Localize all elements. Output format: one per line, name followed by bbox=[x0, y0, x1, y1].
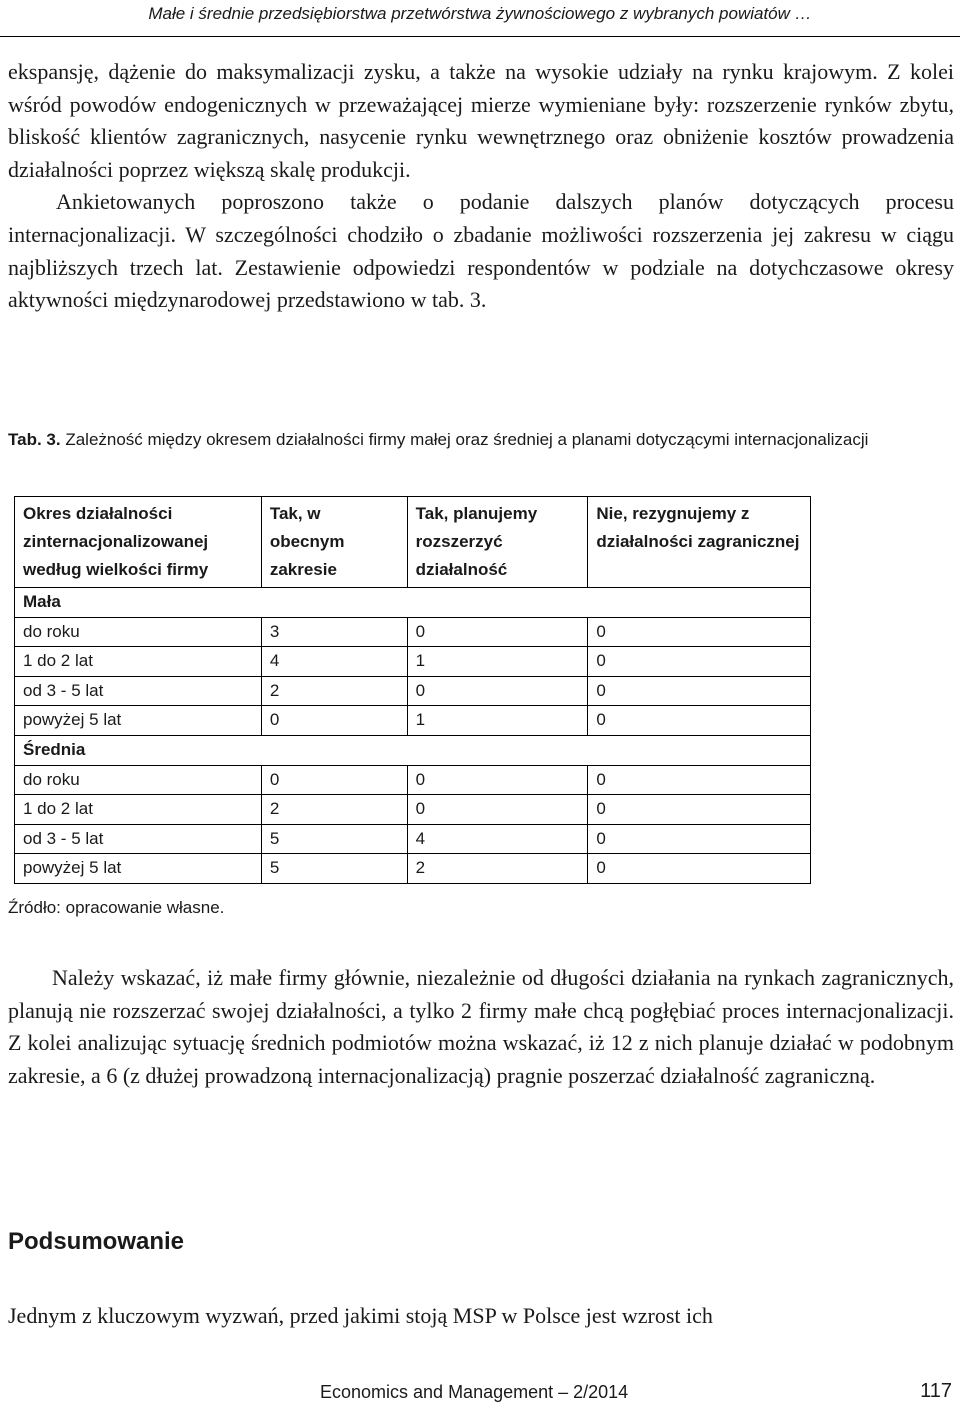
table-row bbox=[15, 617, 811, 647]
table-caption bbox=[8, 425, 954, 454]
table-cell: 5 bbox=[261, 824, 407, 854]
group-label-small: Mała bbox=[15, 588, 811, 618]
table-cell: od 3 - 5 lat bbox=[15, 676, 262, 706]
table-cell: powyżej 5 lat bbox=[15, 854, 262, 884]
table-row bbox=[15, 765, 811, 795]
table-cell: 4 bbox=[407, 824, 588, 854]
running-header bbox=[0, 0, 960, 40]
table-source: Źródło: opracowanie własne. bbox=[8, 898, 225, 917]
table-cell: powyżej 5 lat bbox=[15, 706, 262, 736]
journal-footer: Economics and Management – 2/2014 bbox=[320, 1382, 629, 1402]
table-cell: 0 bbox=[407, 676, 588, 706]
table-cell: 0 bbox=[588, 617, 811, 647]
section-heading: Podsumowanie bbox=[8, 1228, 185, 1255]
header-cell-period: Okres działalności zinternacjonalizowanej według wielkości firmy bbox=[15, 497, 262, 588]
table-cell: 0 bbox=[588, 706, 811, 736]
group-row bbox=[15, 735, 811, 765]
paragraph-plans: Ankietowanych poproszono także o podanie dalszych planów dotyczących procesu internacjonalizacji. W szczególności chodziło o zbadanie możliwości rozszerzenia jej zakresu w ciągu najbliższych trzech lat. Zestawienie odpowiedzi respondentów w podziale na dotychczasowe okresy aktywności międzynarodowej przedstawiono w tab. 3. bbox=[8, 189, 954, 313]
table-cell: 3 bbox=[261, 617, 407, 647]
table-cell: 0 bbox=[407, 795, 588, 825]
table-row bbox=[15, 854, 811, 884]
paragraph-continuation: ekspansję, dążenie do maksymalizacji zysku, a także na wysokie udziały na rynku krajowym. Z kolei wśród powodów endogenicznych w przeważającej mierze wymieniane były: rozszerzenie rynków zbytu, bliskość klientów zagranicznych, nasycenie rynku wewnętrznego oraz obniżenie kosztów prowadzenia działalności poprzez większą skalę produkcji. bbox=[8, 59, 954, 182]
table-cell: 0 bbox=[588, 765, 811, 795]
table-caption-label: Tab. 3. bbox=[8, 430, 61, 449]
table-cell: 1 do 2 lat bbox=[15, 795, 262, 825]
table-cell: 5 bbox=[261, 854, 407, 884]
table-row bbox=[15, 706, 811, 736]
table-cell: 2 bbox=[261, 676, 407, 706]
table-cell: 0 bbox=[407, 765, 588, 795]
table-cell: 2 bbox=[407, 854, 588, 884]
table-row bbox=[15, 647, 811, 677]
header-cell-expand: Tak, planujemy rozszerzyć działalność bbox=[407, 497, 588, 588]
table-cell: 0 bbox=[588, 824, 811, 854]
table-row bbox=[15, 824, 811, 854]
table-cell: 0 bbox=[588, 795, 811, 825]
running-title: Małe i średnie przedsiębiorstwa przetwórstwa żywnościowego z wybranych powiatów … bbox=[148, 4, 812, 23]
table-cell: 1 bbox=[407, 706, 588, 736]
page-number: 117 bbox=[920, 1380, 952, 1402]
paragraph-block-3 bbox=[8, 1300, 954, 1333]
group-row bbox=[15, 588, 811, 618]
table-row bbox=[15, 676, 811, 706]
table-caption-text: Zależność między okresem działalności firmy małej oraz średniej a planami dotyczącymi internacjonalizacji bbox=[65, 430, 869, 449]
table-cell: 0 bbox=[261, 706, 407, 736]
paragraph-block-2 bbox=[8, 962, 954, 1092]
table-cell: do roku bbox=[15, 617, 262, 647]
header-cell-resign: Nie, rezygnujemy z działalności zagranicznej bbox=[588, 497, 811, 588]
header-cell-current-scope: Tak, w obecnym zakresie bbox=[261, 497, 407, 588]
table-cell: 1 do 2 lat bbox=[15, 647, 262, 677]
group-label-medium: Średnia bbox=[15, 735, 811, 765]
table-cell: 0 bbox=[407, 617, 588, 647]
table-header-row bbox=[15, 497, 811, 588]
table-cell: 1 bbox=[407, 647, 588, 677]
table-cell: 2 bbox=[261, 795, 407, 825]
table-cell: 0 bbox=[588, 854, 811, 884]
table-cell: od 3 - 5 lat bbox=[15, 824, 262, 854]
header-rule bbox=[0, 36, 960, 37]
paragraph-analysis: Należy wskazać, iż małe firmy głównie, niezależnie od długości działania na rynkach zagranicznych, planują nie rozszerzać swojej działalności, a tylko 2 firmy małe chcą pogłębiać proces internacjonalizacji. Z kolei analizując sytuację średnich podmiotów można wskazać, iż 12 z nich planuje działać w podobnym zakresie, a 6 (z dłużej prowadzoną internacjonalizacją) pragnie poszerzać działalność zagraniczną. bbox=[8, 965, 954, 1088]
table-cell: do roku bbox=[15, 765, 262, 795]
table-cell: 0 bbox=[261, 765, 407, 795]
table-cell: 4 bbox=[261, 647, 407, 677]
table-row bbox=[15, 795, 811, 825]
paragraph-block-1 bbox=[8, 56, 954, 317]
table-cell: 0 bbox=[588, 676, 811, 706]
paragraph-summary: Jednym z kluczowym wyzwań, przed jakimi stoją MSP w Polsce jest wzrost ich bbox=[8, 1303, 713, 1328]
table-cell: 0 bbox=[588, 647, 811, 677]
data-table bbox=[14, 496, 811, 884]
